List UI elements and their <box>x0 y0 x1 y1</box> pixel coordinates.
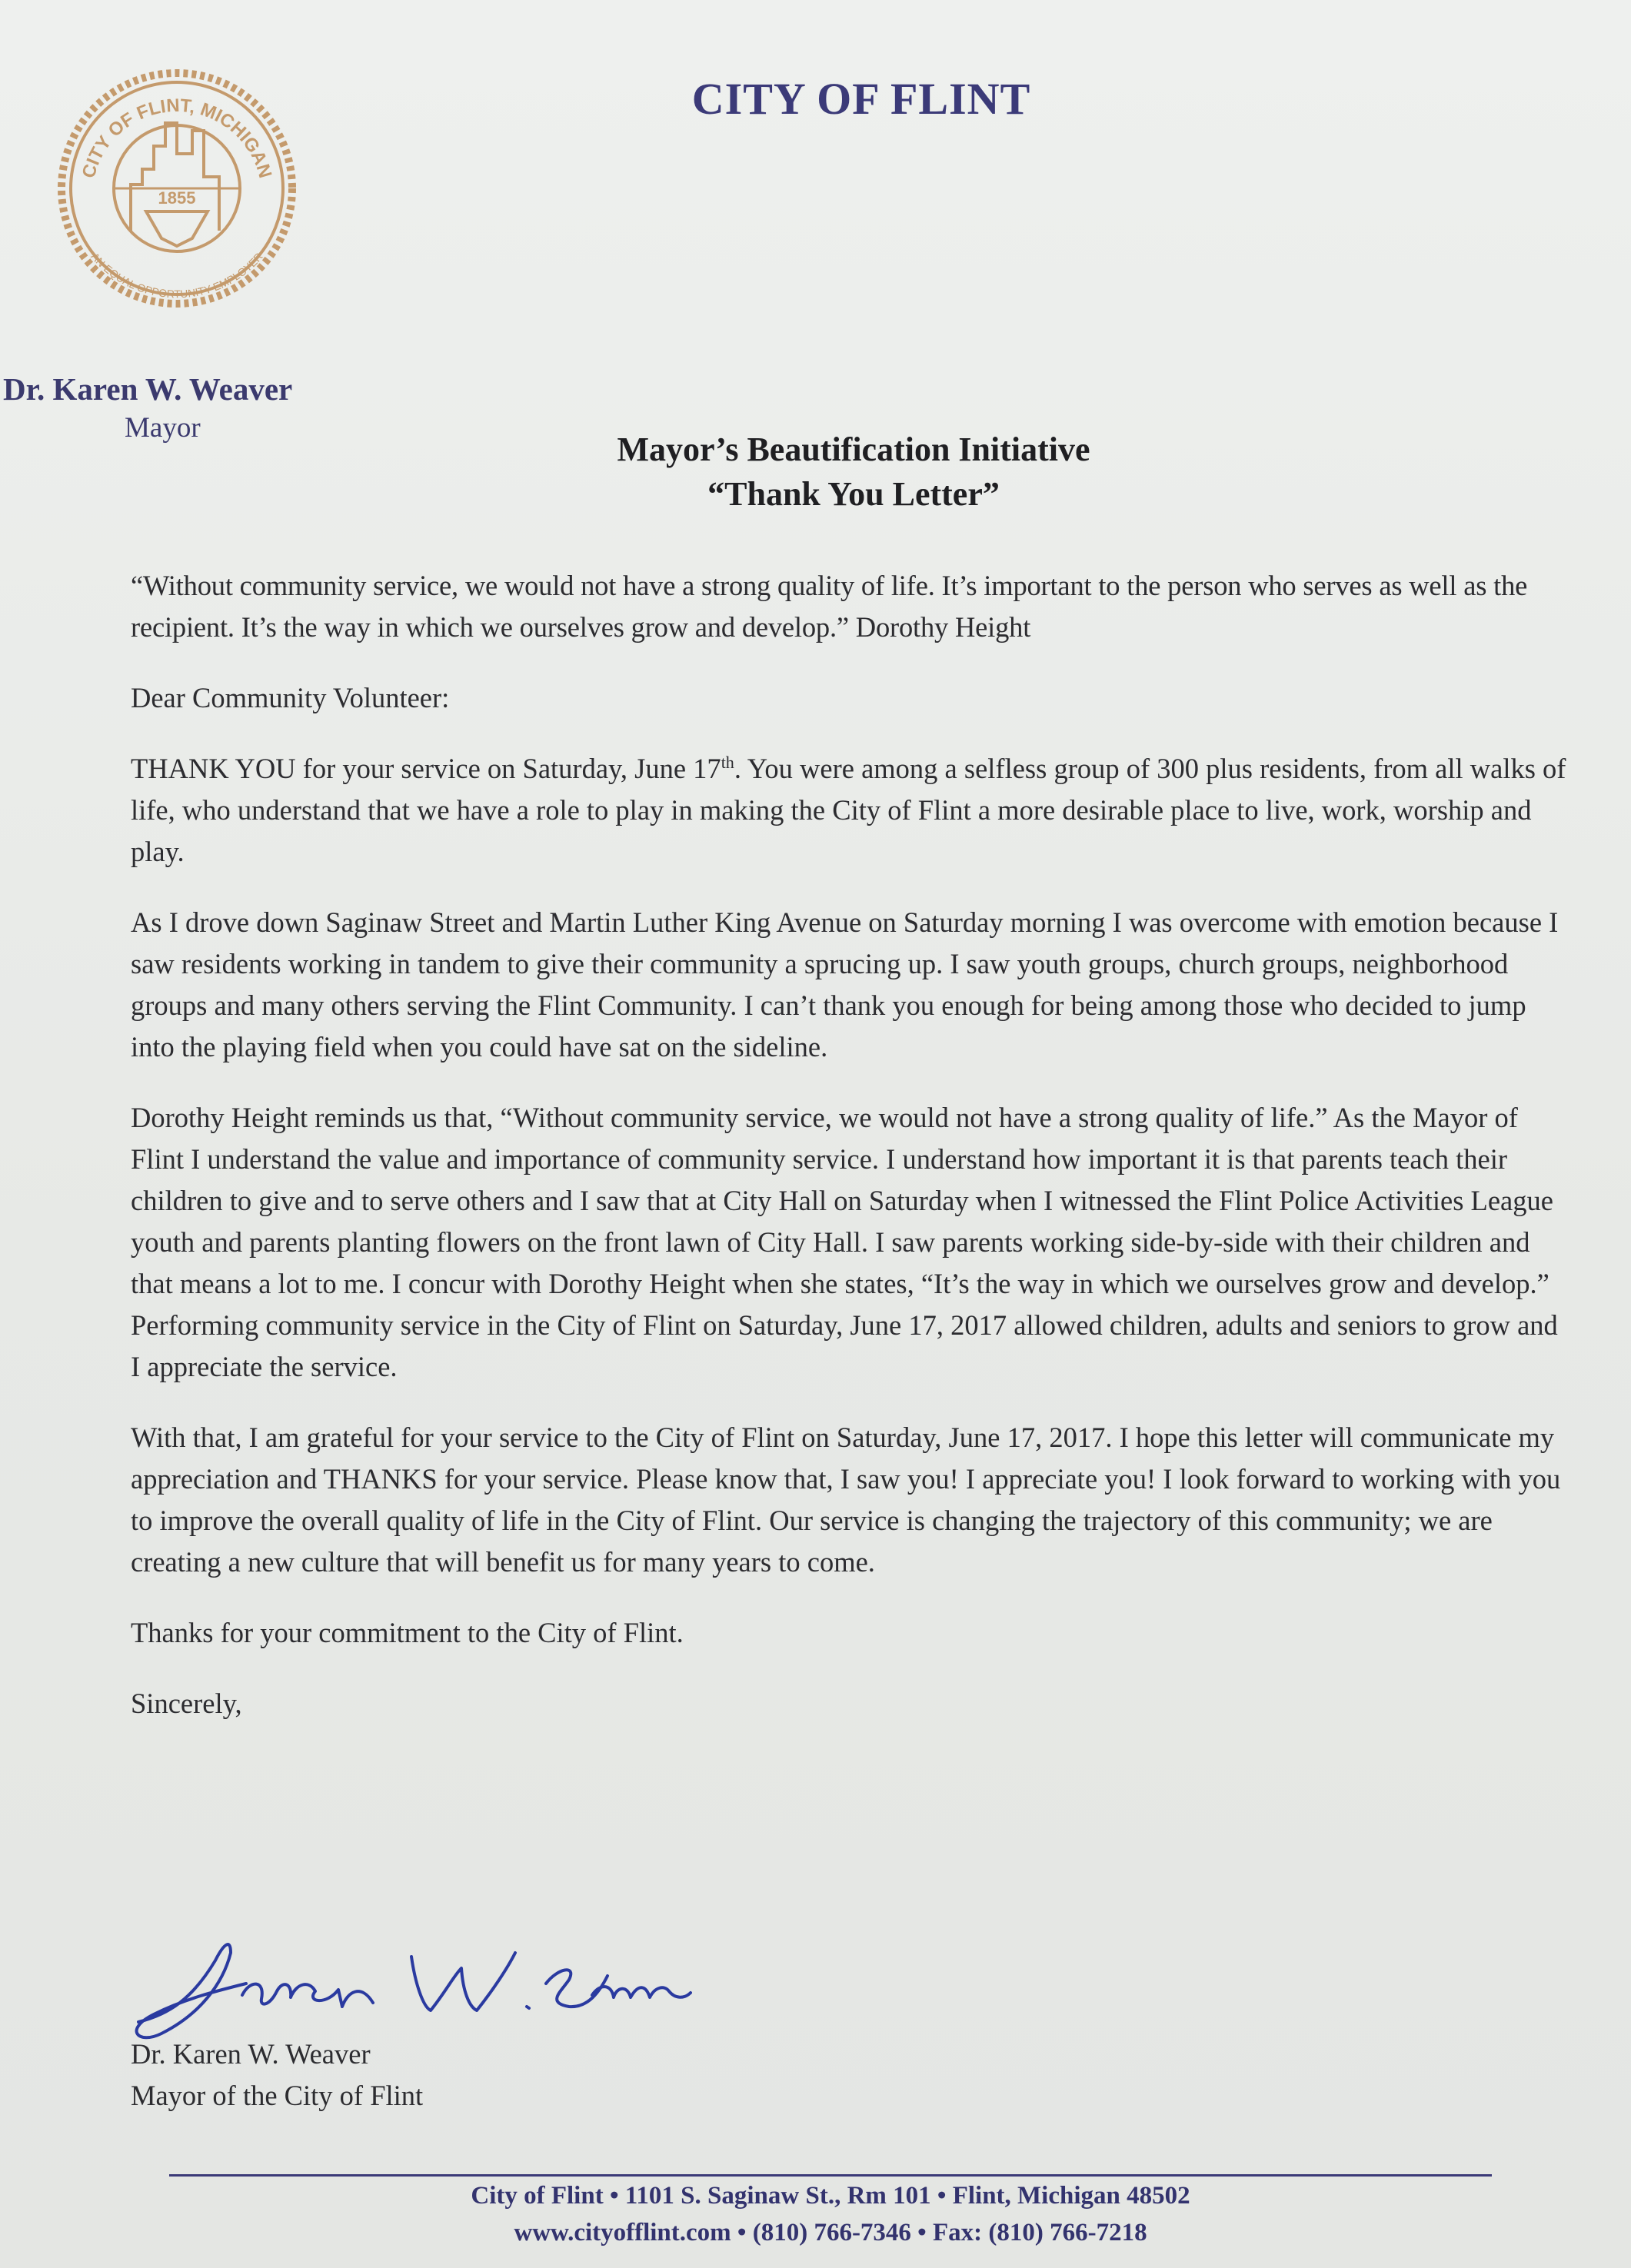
city-seal-logo <box>38 54 315 331</box>
opening-quote: “Without community service, we would not have a strong quality of life. It’s important to the person who serves as well as the recipient. It’s the way in which we ourselves grow and develop.” Dorothy Height <box>131 570 1528 643</box>
salutation: Dear Community Volunteer: <box>131 682 450 713</box>
handwritten-signature <box>108 1907 692 2053</box>
signatory-title: Mayor of the City of Flint <box>131 2080 424 2111</box>
city-title: CITY OF FLINT <box>691 74 1031 124</box>
paragraph-thank-you-rest: . You were among a selfless group of 300 plus residents, from all walks of life, who understand that we have a role to play in making the City of Flint a more desirable place to live, work, worship and play. <box>131 753 1566 867</box>
svg-text:CITY OF FLINT, MICHIGAN: CITY OF FLINT, MICHIGAN <box>78 95 276 181</box>
svg-text:1855: 1855 <box>158 188 196 208</box>
letter-body <box>131 565 1569 1754</box>
footer <box>246 2177 1415 2251</box>
closing: Sincerely, <box>131 1688 242 1719</box>
signatory-name: Dr. Karen W. Weaver <box>131 2038 371 2070</box>
paragraph-commitment: Thanks for your commitment to the City of Flint. <box>131 1617 684 1648</box>
paragraph-saginaw-street: As I drove down Saginaw Street and Martin Luther King Avenue on Saturday morning I was overcome with emotion because I saw residents working in tandem to give their community a sprucing up. I saw youth groups, church groups, neighborhood groups and many others serving the Flint Community. I can’t thank you enough for being among those who decided to jump into the playing field when you could have sat on the sideline. <box>131 906 1559 1063</box>
ordinal-suffix: th <box>721 752 734 772</box>
letterhead-mayor-title: Mayor <box>125 412 201 444</box>
paragraph-thank-you <box>131 748 1569 873</box>
heading-initiative: Mayor’s Beautification Initiative <box>617 431 1090 468</box>
letterhead-mayor-name: Dr. Karen W. Weaver <box>3 371 293 407</box>
footer-address: City of Flint • 1101 S. Saginaw St., Rm 101 • Flint, Michigan 48502 <box>471 2182 1190 2210</box>
letter-heading <box>477 427 1230 517</box>
paragraph-dorothy-height: Dorothy Height reminds us that, “Without community service, we would not have a strong quality of life.” As the Mayor of Flint I understand the value and importance of community service. I understand how important it is that parents teach their children to give and to serve others and I saw that at City Hall on Saturday when I witnessed the Flint Police Activities League youth and parents planting flowers on the front lawn of City Hall. I saw parents working side-by-side with their children and that means a lot to me. I concur with Dorothy Height when she states, “It’s the way in which we ourselves grow and develop.” Performing community service in the City of Flint on Saturday, June 17, 2017 allowed children, adults and seniors to grow and I appreciate the service. <box>131 1102 1558 1382</box>
footer-contact: www.cityofflint.com • (810) 766-7346 • Fax: (810) 766-7218 <box>514 2219 1147 2246</box>
footer-divider <box>169 2174 1492 2177</box>
svg-text:AN EQUAL OPPORTUNITY EMPLOYER: AN EQUAL OPPORTUNITY EMPLOYER <box>88 250 265 301</box>
paragraph-thank-you-start: THANK YOU for your service on Saturday, June 17 <box>131 753 721 784</box>
paragraph-gratitude: With that, I am grateful for your service to the City of Flint on Saturday, June 17, 2017. I hope this letter will communicate my appreciation and THANKS for your service. Please know that, I saw you! I appreciate you! I look forward to working with you to improve the overall quality of life in the City of Flint. Our service is changing the trajectory of this community; we are creating a new culture that will benefit us for many years to come. <box>131 1422 1561 1578</box>
heading-thank-you-letter: “Thank You Letter” <box>707 475 1000 513</box>
